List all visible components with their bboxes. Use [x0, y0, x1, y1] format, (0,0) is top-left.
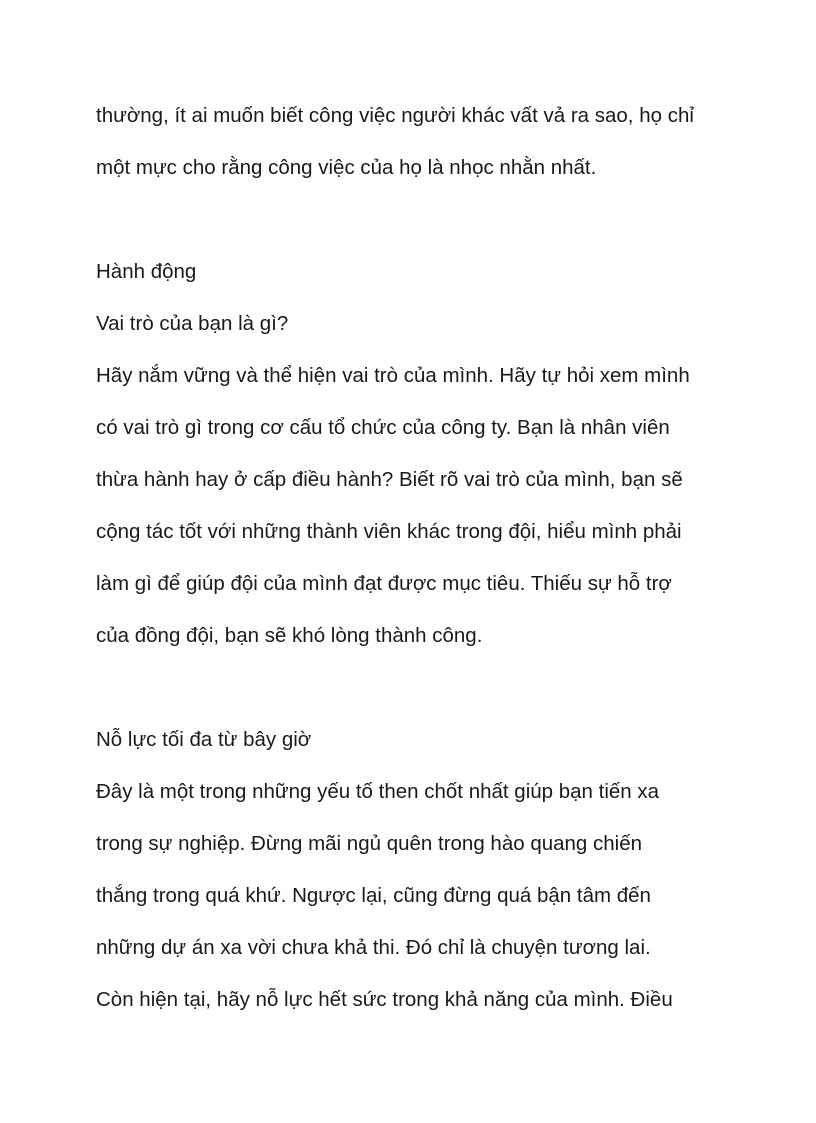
body-text-line: Hãy nắm vững và thể hiện vai trò của mình. Hãy tự hỏi xem mình	[96, 364, 690, 387]
body-text-line: những dự án xa vời chưa khả thi. Đó chỉ là chuyện tương lai.	[96, 936, 651, 959]
body-text-line: làm gì để giúp đội của mình đạt được mục tiêu. Thiếu sự hỗ trợ	[96, 572, 672, 595]
body-text-line: Đây là một trong những yếu tố then chốt nhất giúp bạn tiến xa	[96, 780, 660, 803]
body-text-line: cộng tác tốt với những thành viên khác trong đội, hiểu mình phải	[96, 520, 682, 543]
body-text-line: Còn hiện tại, hãy nỗ lực hết sức trong khả năng của mình. Điều	[96, 988, 673, 1011]
body-text-line: thừa hành hay ở cấp điều hành? Biết rõ vai trò của mình, bạn sẽ	[96, 468, 683, 491]
subheading-vai-tro: Vai trò của bạn là gì?	[96, 312, 289, 335]
subheading-no-luc: Nỗ lực tối đa từ bây giờ	[96, 728, 312, 751]
body-text-line: có vai trò gì trong cơ cấu tổ chức của công ty. Bạn là nhân viên	[96, 416, 670, 439]
body-text-line: thường, ít ai muốn biết công việc người khác vất vả ra sao, họ chỉ	[96, 104, 694, 127]
section-heading-hanh-dong: Hành động	[96, 260, 197, 283]
body-text-line: trong sự nghiệp. Đừng mãi ngủ quên trong hào quang chiến	[96, 832, 643, 855]
body-text-line: thắng trong quá khứ. Ngược lại, cũng đừng quá bận tâm đến	[96, 884, 651, 907]
body-text-line: của đồng đội, bạn sẽ khó lòng thành công.	[96, 624, 483, 647]
body-text-line: một mực cho rằng công việc của họ là nhọc nhằn nhất.	[96, 156, 597, 179]
